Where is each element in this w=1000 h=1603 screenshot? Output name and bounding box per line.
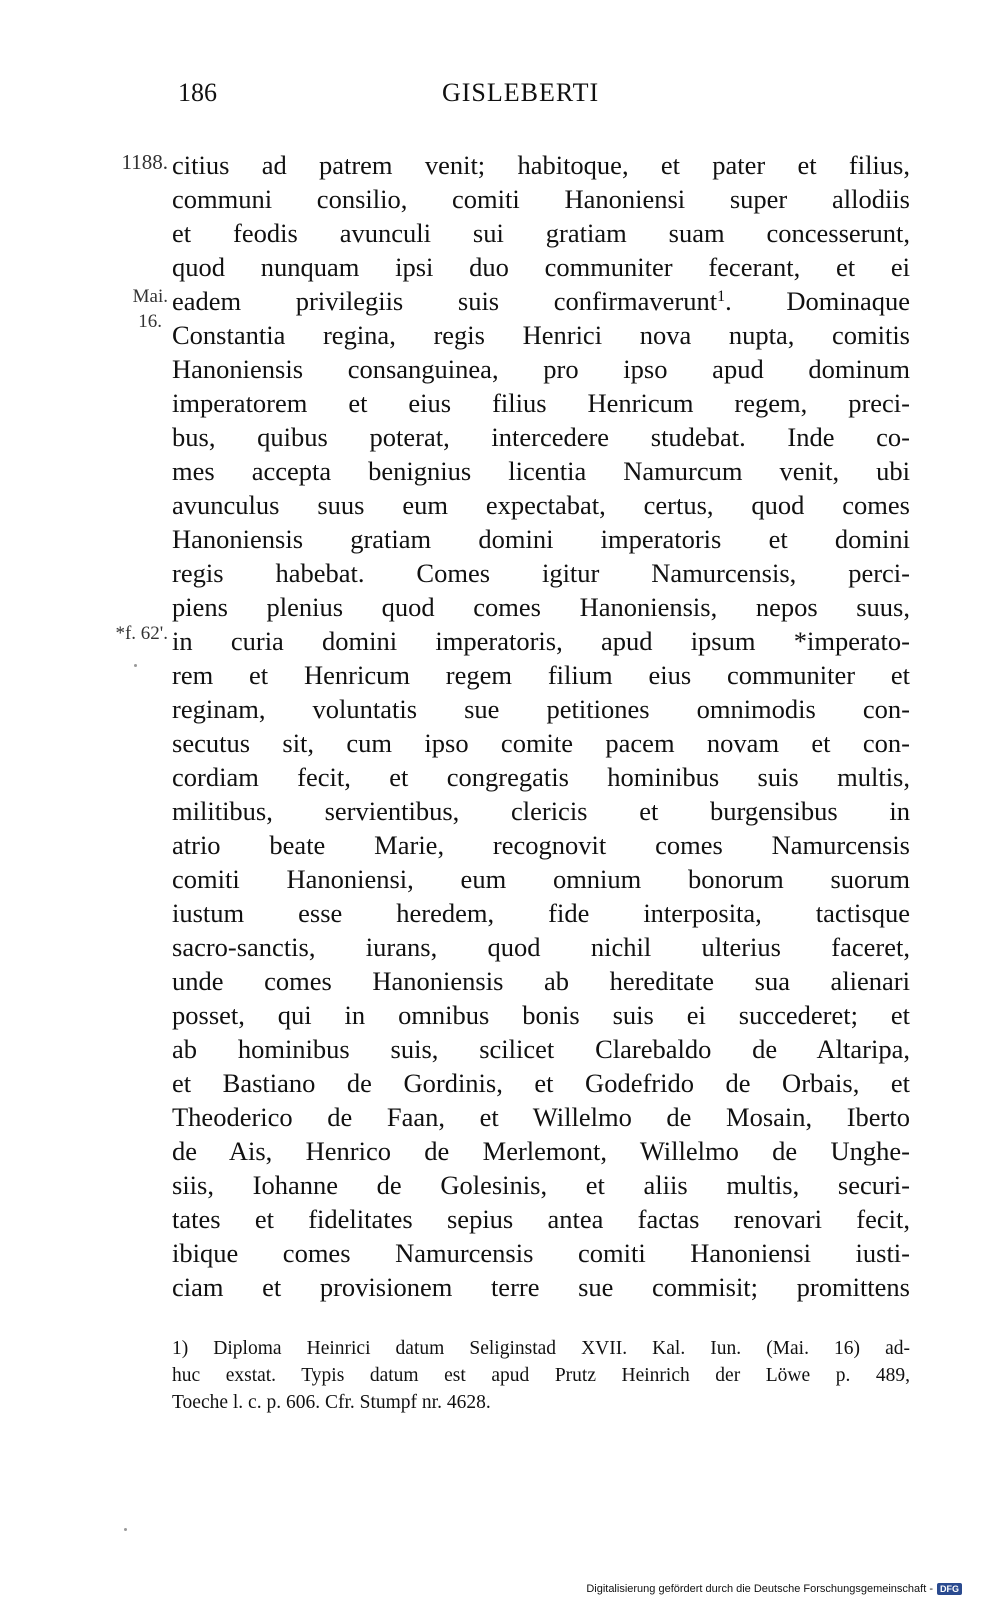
text-line: rem et Henricum regem filium eius communiter et: [172, 660, 910, 690]
text-line-start: eadem privilegiis suis confirmaverunt: [172, 286, 718, 316]
body-text: [172, 148, 910, 1304]
text-line: unde comes Hanoniensis ab hereditate sua alienari: [172, 966, 910, 996]
footnote-line: 1) Diploma Heinrici datum Seliginstad XVII. Kal. Iun. (Mai. 16) ad-: [172, 1338, 910, 1359]
text-line: comiti Hanoniensi, eum omnium bonorum suorum: [172, 864, 910, 894]
footnotes: [172, 1335, 910, 1416]
text-line: piens plenius quod comes Hanoniensis, nepos suus,: [172, 592, 910, 622]
text-line: et Bastiano de Gordinis, et Godefrido de Orbais, et: [172, 1068, 910, 1098]
text-line: avunculus suus eum expectabat, certus, quod comes: [172, 490, 910, 520]
text-line: quod nunquam ipsi duo communiter fecerant, et ei: [172, 252, 910, 282]
scan-speck: [134, 664, 137, 667]
text-line: tates et fidelitates sepius antea factas renovari fecit,: [172, 1204, 910, 1234]
text-line: secutus sit, cum ipso comite pacem novam et con-: [172, 728, 910, 758]
text-line: in curia domini imperatoris, apud ipsum *imperato-: [172, 626, 910, 656]
margin-note-year: 1188.: [121, 150, 168, 174]
text-line: imperatorem et eius filius Henricum regem, preci-: [172, 388, 910, 418]
text-line: siis, Iohanne de Golesinis, et aliis multis, securi-: [172, 1170, 910, 1200]
text-line: militibus, servientibus, clericis et burgensibus in: [172, 796, 910, 826]
margin-note-month: Mai.: [132, 286, 168, 307]
digitization-credit: [586, 1583, 962, 1595]
text-line: Hanoniensis gratiam domini imperatoris et domini: [172, 524, 910, 554]
text-line: cordiam fecit, et congregatis hominibus suis multis,: [172, 762, 910, 792]
margin-note-folio: *f. 62'.: [115, 623, 168, 644]
text-line: citius ad patrem venit; habitoque, et pater et filius,: [172, 150, 910, 180]
text-line: Hanoniensis consanguinea, pro ipso apud dominum: [172, 354, 910, 384]
footnote-line: Toeche l. c. p. 606. Cfr. Stumpf nr. 4628.: [172, 1392, 491, 1413]
text-line: de Ais, Henrico de Merlemont, Willelmo de Unghe-: [172, 1136, 910, 1166]
text-line-with-footnote: [172, 284, 910, 318]
text-line: mes accepta benignius licentia Namurcum venit, ubi: [172, 456, 910, 486]
text-line: sacro-sanctis, iurans, quod nichil ulterius faceret,: [172, 932, 910, 962]
text-line: posset, qui in omnibus bonis suis ei succederet; et: [172, 1000, 910, 1030]
text-line-end: . Dominaque: [725, 286, 910, 316]
text-line: ab hominibus suis, scilicet Clarebaldo de Altaripa,: [172, 1034, 910, 1064]
text-line: Theoderico de Faan, et Willelmo de Mosain, Iberto: [172, 1102, 910, 1132]
credit-text: Digitalisierung gefördert durch die Deutsche Forschungsgemeinschaft -: [586, 1583, 933, 1595]
dfg-logo-icon: DFG: [937, 1583, 962, 1595]
text-line: iustum esse heredem, fide interposita, tactisque: [172, 898, 910, 928]
running-head: GISLEBERTI: [442, 78, 600, 107]
text-line: communi consilio, comiti Hanoniensi super allodiis: [172, 184, 910, 214]
text-line: atrio beate Marie, recognovit comes Namurcensis: [172, 830, 910, 860]
page-number: 186: [178, 78, 217, 107]
margin-note-day: 16.: [138, 311, 162, 332]
text-line: regis habebat. Comes igitur Namurcensis, perci-: [172, 558, 910, 588]
footnote-line: huc exstat. Typis datum est apud Prutz Heinrich der Löwe p. 489,: [172, 1365, 910, 1386]
text-line: ibique comes Namurcensis comiti Hanoniensi iusti-: [172, 1238, 910, 1268]
text-line: et feodis avunculi sui gratiam suam concesserunt,: [172, 218, 910, 248]
footnote-reference[interactable]: 1: [717, 288, 726, 305]
text-line: Constantia regina, regis Henrici nova nupta, comitis: [172, 320, 910, 350]
text-line: reginam, voluntatis sue petitiones omnimodis con-: [172, 694, 910, 724]
scan-speck: [124, 1528, 127, 1531]
text-line: bus, quibus poterat, intercedere studebat. Inde co-: [172, 422, 910, 452]
text-line: ciam et provisionem terre sue commisit; promittens: [172, 1272, 910, 1302]
